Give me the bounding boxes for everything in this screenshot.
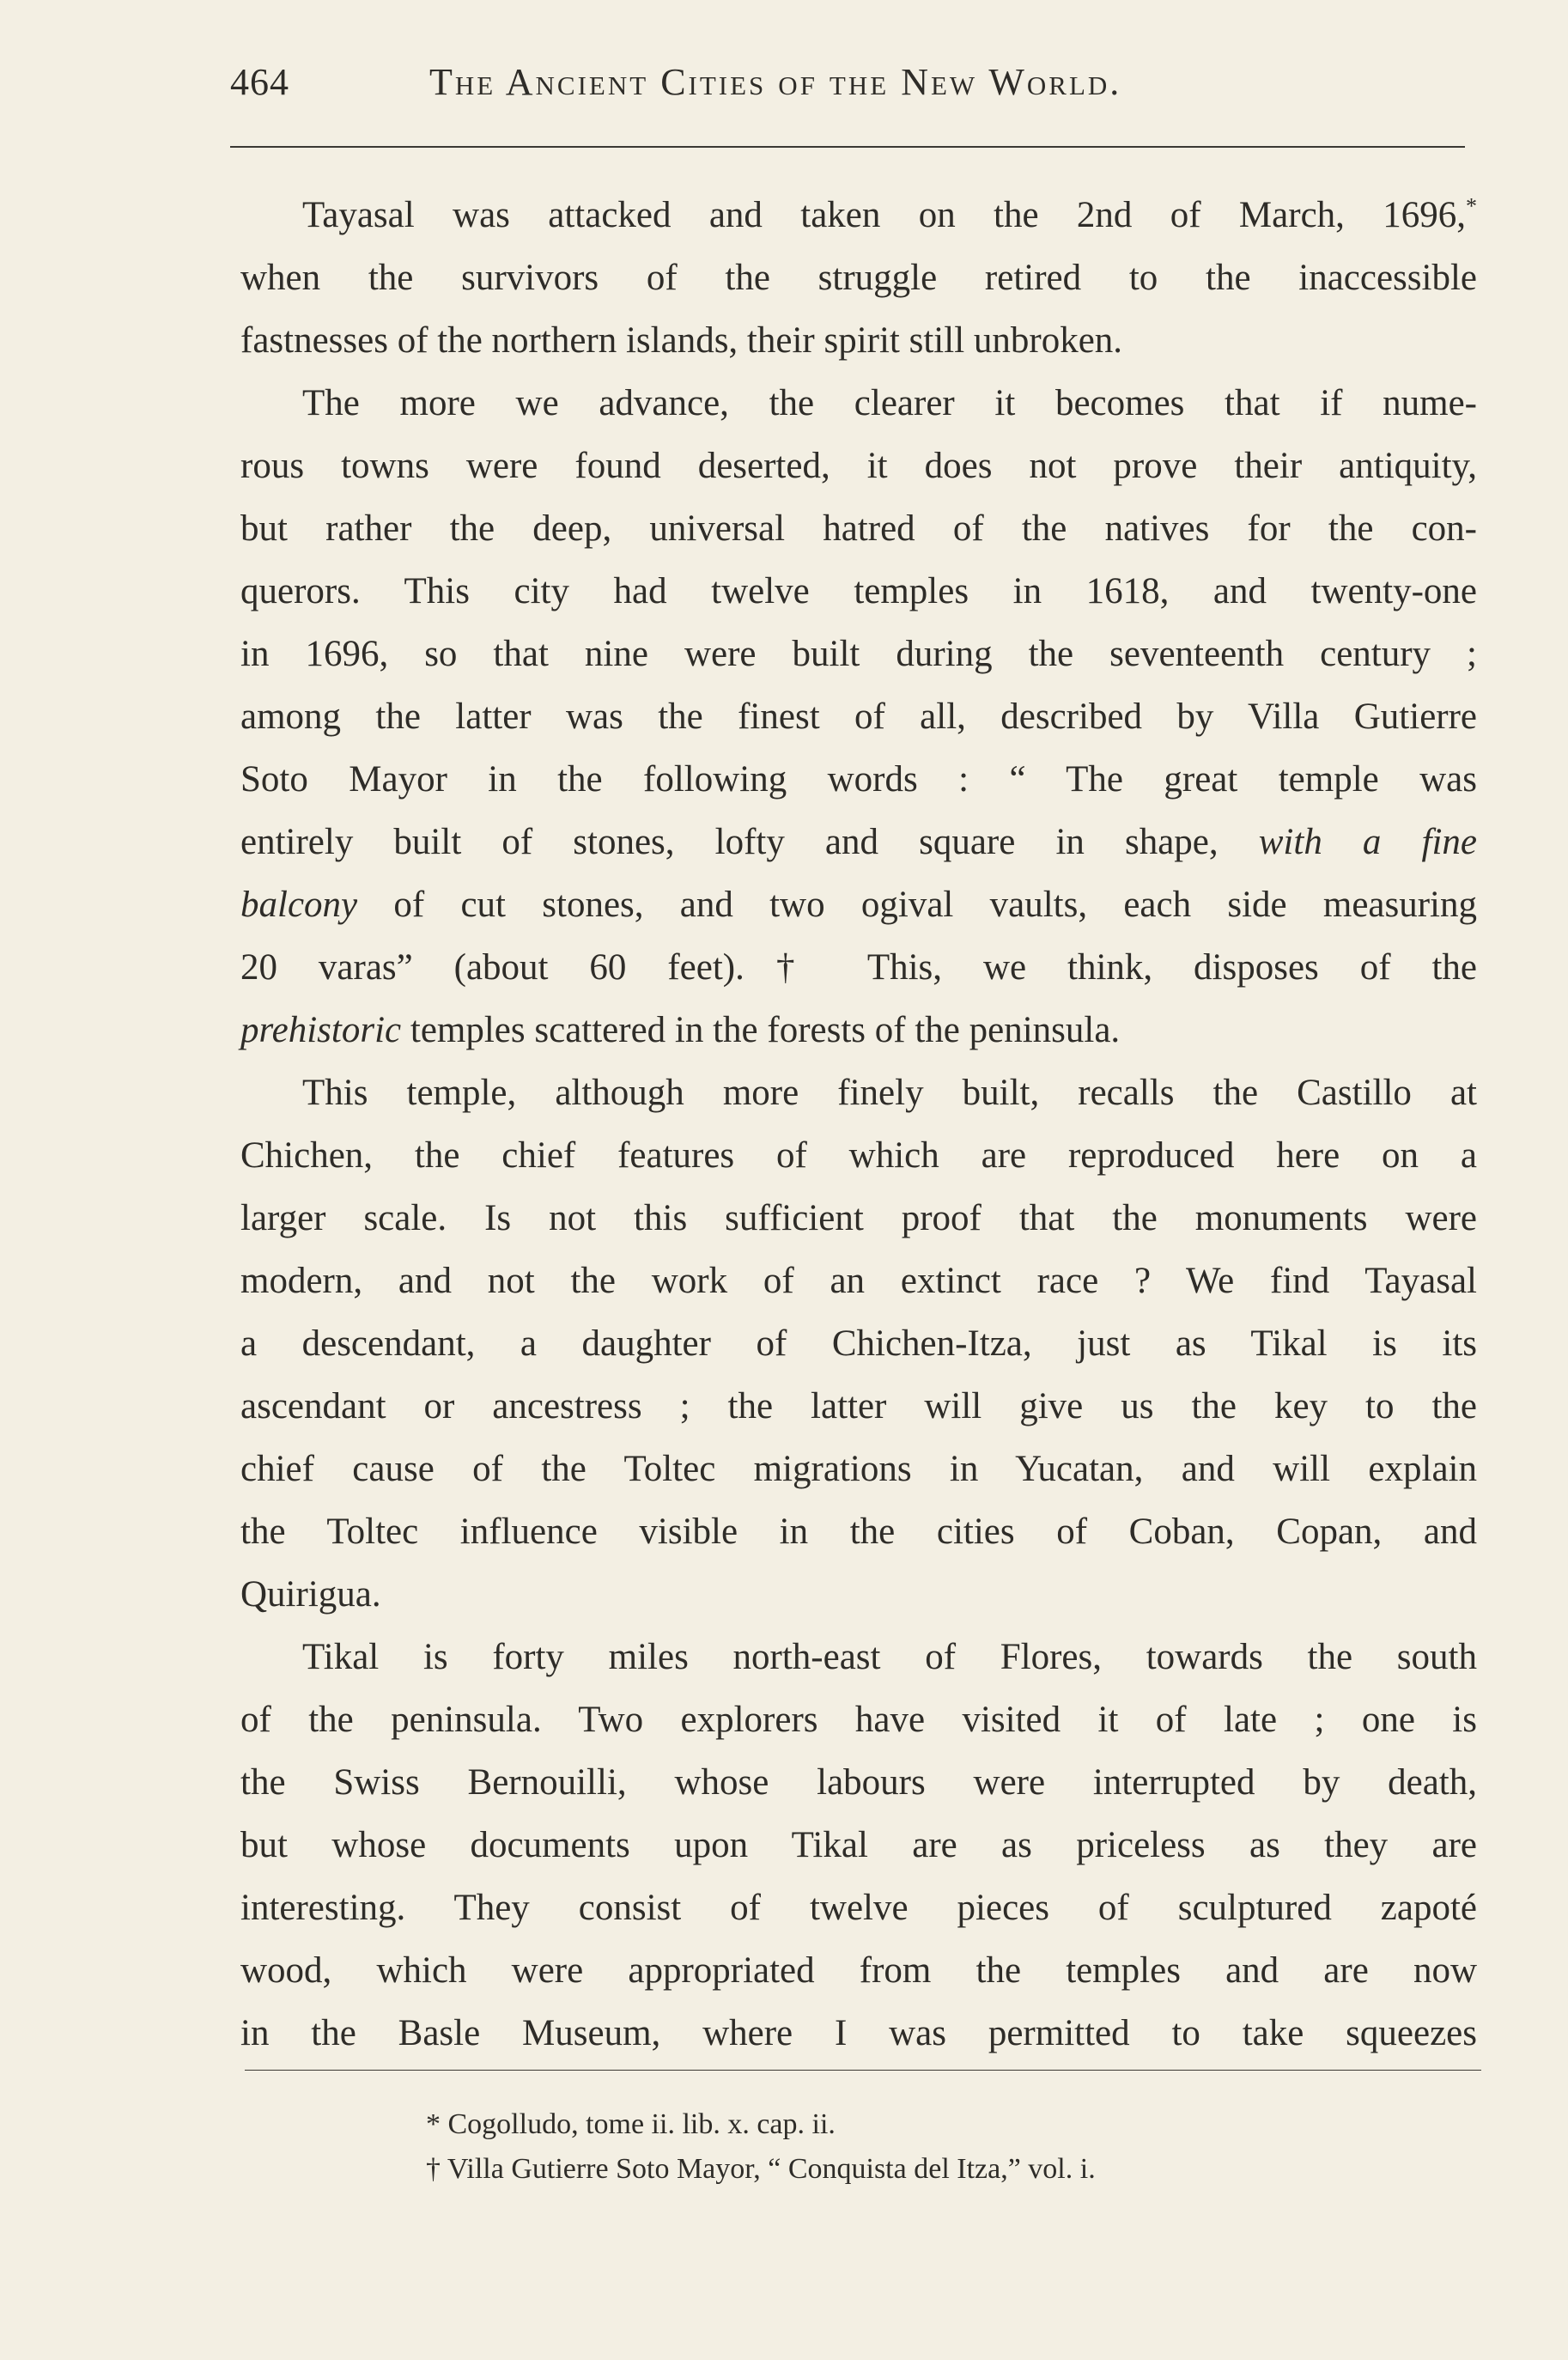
line-text: in the Basle Museum, where I was permitted to take squeezes [240,2013,1477,2053]
text-line [240,748,1477,811]
footnote: * Cogolludo, tome ii. lib. x. cap. ii. [426,2108,836,2140]
text-line [240,1751,1477,1814]
text-line [240,685,1477,748]
text-line [240,1500,1477,1563]
line-text: querors. This city had twelve temples in 1618, and twenty-one [240,571,1477,611]
text-line [240,999,1477,1061]
text-line [240,435,1477,497]
text-line [240,623,1477,685]
text-line [240,1375,1477,1438]
line-text: rous towns were found deserted, it does not prove their antiquity, [240,446,1477,486]
line-text: in 1696, so that nine were built during the seventeenth century ; [240,634,1477,674]
footnote-marker: * [1466,193,1477,219]
line-text: but rather the deep, universal hatred of the natives for the con- [240,508,1477,549]
line-text: wood, which were appropriated from the temples and are now [240,1950,1477,1991]
text-line [240,246,1477,309]
line-text: the Swiss Bernouilli, whose labours were interrupted by death, [240,1762,1477,1803]
text-line [240,1250,1477,1312]
text-line [240,1563,1477,1626]
text-line [240,497,1477,560]
line-text: Chichen, the chief features of which are reproduced here on a [240,1135,1477,1176]
line-text: Soto Mayor in the following words : “ The great temple was [240,759,1477,800]
text-line [240,309,1477,372]
footnotes [426,2102,1370,2192]
text-line [240,1438,1477,1500]
text-line [240,184,1477,246]
line-text: The more we advance, the clearer it becomes that if nume- [302,383,1477,423]
line-text: modern, and not the work of an extinct race ? We find Tayasal [240,1261,1477,1301]
header-rule [230,146,1465,148]
text-line [240,1061,1477,1124]
text-line [240,1939,1477,2002]
text-line [240,372,1477,435]
line-text: fastnesses of the northern islands, their spirit still unbroken. [240,320,1123,361]
page-number: 464 [230,61,289,103]
line-text: Quirigua. [240,1574,381,1615]
text-line [240,873,1477,936]
text-line [240,1124,1477,1187]
text-line [240,1876,1477,1939]
line-text: ascendant or ancestress ; the latter will give us the key to the [240,1386,1477,1426]
line-text: of the peninsula. Two explorers have visited it of late ; one is [240,1700,1477,1740]
body-text [240,184,1477,2065]
footnote-rule [245,2070,1481,2071]
text-line [240,1688,1477,1751]
text-line [240,936,1477,999]
text-line [240,811,1477,873]
line-text: the Toltec influence visible in the cities of Coban, Copan, and [240,1511,1477,1552]
line-text: interesting. They consist of twelve pieces of sculptured zapoté [240,1888,1477,1928]
text-line [240,1626,1477,1688]
text-line [240,560,1477,623]
running-header [230,53,1477,113]
italic-text: prehistoric [240,1010,402,1050]
line-text: a descendant, a daughter of Chichen-Itza, just as Tikal is its [240,1323,1477,1364]
text-line [240,2002,1477,2065]
line-text: among the latter was the finest of all, described by Villa Gutierre [240,696,1477,737]
line-text: entirely built of stones, lofty and square in shape, [240,822,1219,862]
running-title: The Ancient Cities of the New World. [429,61,1122,103]
line-text: 20 varas” (about 60 feet).† This, we think, disposes of the [240,947,1477,988]
line-text: when the survivors of the struggle retired to the inaccessible [240,258,1477,298]
line-text: but whose documents upon Tikal are as priceless as they are [240,1825,1477,1865]
line-text: Tayasal was attacked and taken on the 2nd of March, 1696, [302,195,1466,235]
line-text: chief cause of the Toltec migrations in Yucatan, and will explain [240,1449,1477,1489]
italic-text: balcony [240,885,358,925]
text-line [240,1187,1477,1250]
line-text: larger scale. Is not this sufficient proof that the monuments were [240,1198,1477,1238]
italic-text: with a fine [1258,822,1477,862]
text-line [240,1312,1477,1375]
line-text: temples scattered in the forests of the peninsula. [410,1010,1121,1050]
line-text: Tikal is forty miles north-east of Flores, towards the south [302,1637,1477,1677]
text-line [240,1814,1477,1876]
footnote: † Villa Gutierre Soto Mayor, “ Conquista del Itza,” vol. i. [426,2153,1096,2185]
line-text: of cut stones, and two ogival vaults, each side measuring [393,885,1477,925]
line-text: This temple, although more finely built, recalls the Castillo at [302,1073,1477,1113]
